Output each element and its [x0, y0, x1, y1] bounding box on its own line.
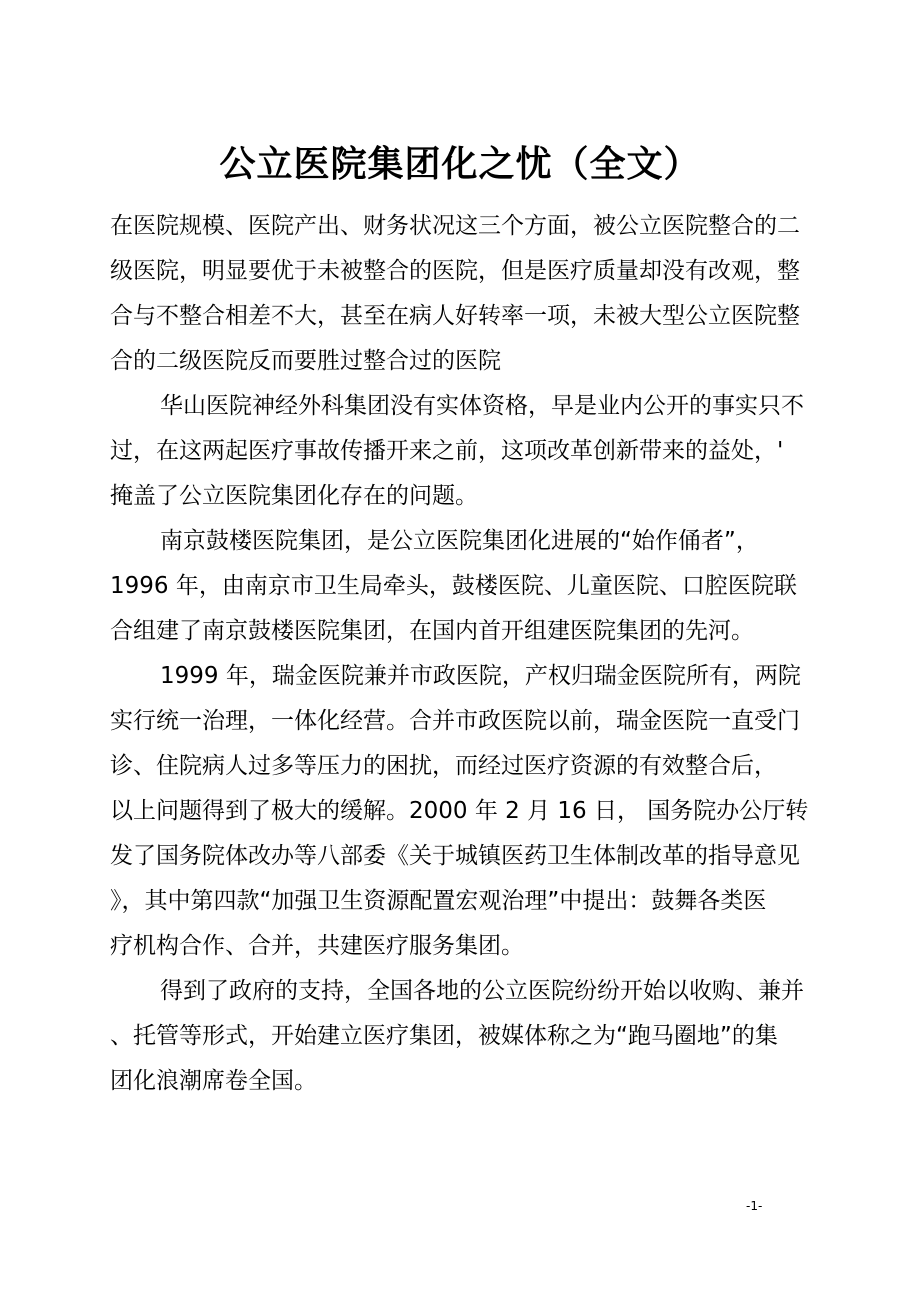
paragraph-1-line-1: 在医院规模、医院产出、财务状况这三个方面，被公立医院整合的二 — [110, 213, 800, 239]
paragraph-4-line-7: 疗机构合作、合并，共建医疗服务集团。 — [110, 933, 524, 959]
paragraph-1-line-4: 合的二级医院反而要胜过整合过的医院 — [110, 348, 501, 374]
paragraph-4-line-5: 发了国务院体改办等八部委《关于城镇医药卫生体制改革的指导意见 — [110, 843, 800, 869]
paragraph-5-line-3: 团化浪潮席卷全国。 — [110, 1068, 317, 1094]
paragraph-1-line-3: 合与不整合相差不大，甚至在病人好转率一项，未被大型公立医院整 — [110, 303, 800, 329]
paragraph-1-line-2: 级医院，明显要优于未被整合的医院，但是医疗质量却没有改观，整 — [110, 258, 800, 284]
paragraph-3-line-2: 1996 年，由南京市卫生局牵头，鼓楼医院、儿童医院、口腔医院联 — [110, 573, 797, 599]
paragraph-4-line-1: 1999 年，瑞金医院兼并市政医院，产权归瑞金医院所有，两院 — [160, 663, 801, 689]
paragraph-2-line-2: 过，在这两起医疗事故传播开来之前，这项改革创新带来的益处，' — [110, 438, 784, 464]
paragraph-4-line-2: 实行统一治理，一体化经营。合并市政医院以前，瑞金医院一直受门 — [110, 708, 800, 734]
paragraph-4-line-6: 》，其中第四款“加强卫生资源配置宏观治理”中提出：鼓舞各类医 — [110, 888, 767, 914]
paragraph-4-line-4: 以上问题得到了极大的缓解。2000 年 2 月 16 日， 国务院办公厅转 — [110, 798, 809, 824]
paragraph-5-line-2: 、托管等形式，开始建立医疗集团，被媒体称之为“跑马圈地”的集 — [110, 1023, 778, 1049]
page-title: 公立医院集团化之忧（全文） — [219, 144, 701, 185]
paragraph-4-line-3: 诊、住院病人过多等压力的困扰，而经过医疗资源的有效整合后， — [110, 753, 777, 779]
paragraph-3-line-3: 合组建了南京鼓楼医院集团，在国内首开组建医院集团的先河。 — [110, 618, 754, 644]
paragraph-2-line-3: 掩盖了公立医院集团化存在的问题。 — [110, 483, 478, 509]
page-number: -1- — [746, 1199, 763, 1213]
paragraph-3-line-1: 南京鼓楼医院集团，是公立医院集团化进展的“始作俑者”， — [160, 528, 759, 554]
paragraph-5-line-1: 得到了政府的支持，全国各地的公立医院纷纷开始以收购、兼并 — [160, 978, 804, 1004]
paragraph-2-line-1: 华山医院神经外科集团没有实体资格，早是业内公开的事实只不 — [160, 393, 804, 419]
